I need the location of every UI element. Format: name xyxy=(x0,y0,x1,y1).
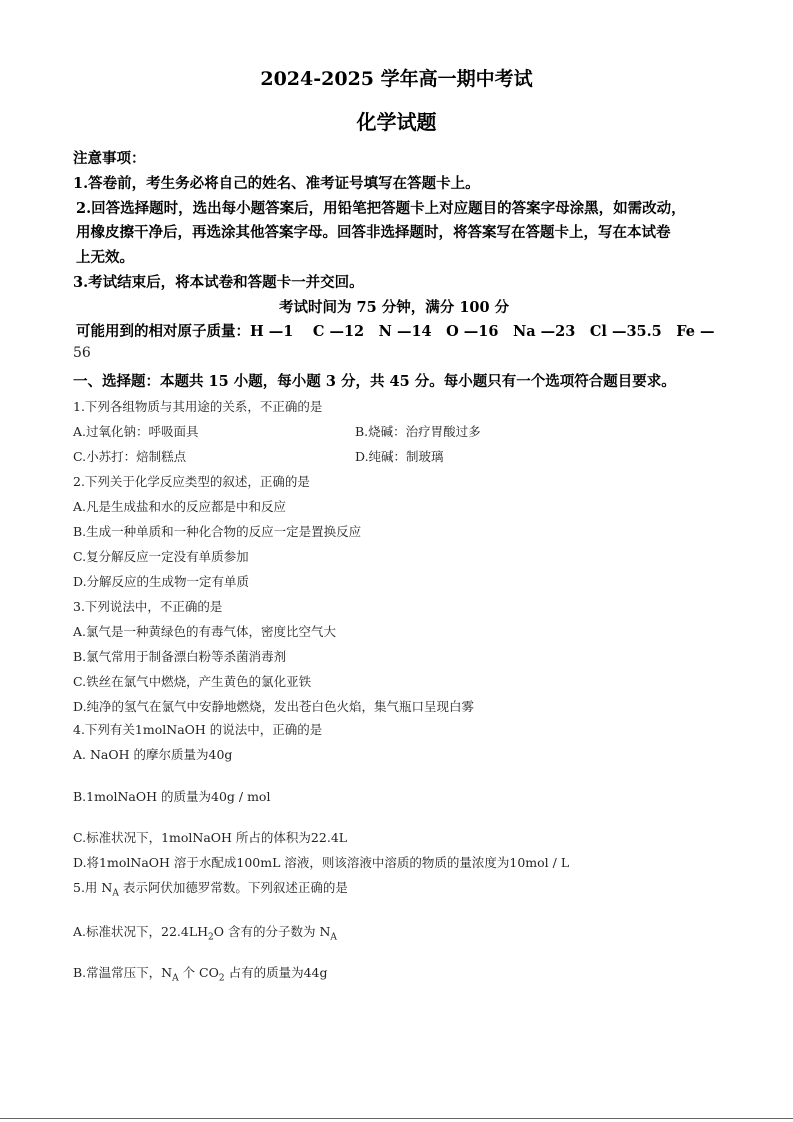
q5-option-b xyxy=(73,963,328,984)
time-score: 考试时间为 75 分钟，满分 100 分 xyxy=(279,299,510,316)
q5-stem-text-1: 5.用 N xyxy=(73,880,113,895)
q2-option-b: B.生成一种单质和一种化合物的反应一定是置换反应 xyxy=(73,524,362,539)
q5-a-subscript-2: A xyxy=(330,932,337,943)
q4-option-a: A. NaOH 的摩尔质量为40g xyxy=(73,747,233,762)
q5-b-text-1: B.常温常压下，N xyxy=(73,965,173,980)
q1-stem: 1.下列各组物质与其用途的关系，不正确的是 xyxy=(73,399,323,414)
notice-item-3: 3.考试结束后，将本试卷和答题卡一并交回。 xyxy=(73,274,364,291)
q4-stem: 4.下列有关1molNaOH 的说法中，正确的是 xyxy=(73,722,323,737)
notice-item-1: 1.答卷前，考生务必将自己的姓名、准考证号填写在答题卡上。 xyxy=(73,175,480,192)
q5-a-text-2: O 含有的分子数为 N xyxy=(213,924,331,939)
atomic-mass-line-2: 56 xyxy=(73,345,91,361)
q3-option-b: B.氯气常用于制备漂白粉等杀菌消毒剂 xyxy=(73,649,287,664)
notice-heading: 注意事项： xyxy=(73,150,146,167)
q2-option-a: A.凡是生成盐和水的反应都是中和反应 xyxy=(73,499,287,514)
q4-option-d: D.将1molNaOH 溶于水配成100mL 溶液，则该溶液中溶质的物质的量浓度为10mol / L xyxy=(73,855,570,870)
q3-option-d: D.纯净的氢气在氯气中安静地燃烧，发出苍白色火焰，集气瓶口呈现白雾 xyxy=(73,699,475,714)
exam-title: 2024-2025 学年高一期中考试 xyxy=(260,68,533,90)
q4-option-c: C.标准状况下，1molNaOH 所占的体积为22.4L xyxy=(73,830,348,845)
q1-option-c: C.小苏打：焙制糕点 xyxy=(73,449,187,464)
q5-stem-subscript: A xyxy=(112,888,119,899)
q5-b-text-3: 占有的质量为44g xyxy=(224,965,328,980)
notice-item-2-line-1: 2.回答选择题时，选出每小题答案后，用铅笔把答题卡上对应题目的答案字母涂黑，如需改动， xyxy=(76,200,686,217)
q5-b-subscript-1: A xyxy=(172,973,179,984)
subject-title: 化学试题 xyxy=(356,110,437,134)
q5-a-subscript-1: 2 xyxy=(208,932,214,943)
q1-option-d: D.纯碱：制玻璃 xyxy=(355,449,444,464)
q2-option-d: D.分解反应的生成物一定有单质 xyxy=(73,574,250,589)
q2-option-c: C.复分解反应一定没有单质参加 xyxy=(73,549,249,564)
q5-stem-text-2: 表示阿伏加德罗常数。下列叙述正确的是 xyxy=(118,880,348,895)
page-bottom-rule xyxy=(0,1118,793,1119)
q1-option-b: B.烧碱：治疗胃酸过多 xyxy=(355,424,481,439)
notice-item-2-line-3: 上无效。 xyxy=(76,249,134,266)
q5-b-subscript-2: 2 xyxy=(218,973,225,984)
q5-option-a xyxy=(73,922,337,943)
q3-option-c: C.铁丝在氯气中燃烧，产生黄色的氯化亚铁 xyxy=(73,674,312,689)
section-heading: 一、选择题：本题共 15 小题，每小题 3 分，共 45 分。每小题只有一个选项符合题目要求。 xyxy=(73,373,676,390)
q5-a-text-1: A.标准状况下，22.4LH xyxy=(73,924,209,939)
q5-b-text-2: 个 CO xyxy=(178,965,219,980)
atomic-mass-line-1: 可能用到的相对原子质量：H —1 C —12 N —14 O —16 Na —23 Cl —35.5 Fe — xyxy=(76,323,715,340)
q2-stem: 2.下列关于化学反应类型的叙述，正确的是 xyxy=(73,474,310,489)
q3-stem: 3.下列说法中，不正确的是 xyxy=(73,599,223,614)
q5-stem xyxy=(73,878,348,899)
notice-item-2-line-2: 用橡皮擦干净后，再选涂其他答案字母。回答非选择题时，将答案写在答题卡上，写在本试卷 xyxy=(76,224,671,241)
q4-option-b: B.1molNaOH 的质量为40g / mol xyxy=(73,789,271,804)
q1-option-a: A.过氧化钠：呼吸面具 xyxy=(73,424,199,439)
q3-option-a: A.氯气是一种黄绿色的有毒气体，密度比空气大 xyxy=(73,624,337,639)
